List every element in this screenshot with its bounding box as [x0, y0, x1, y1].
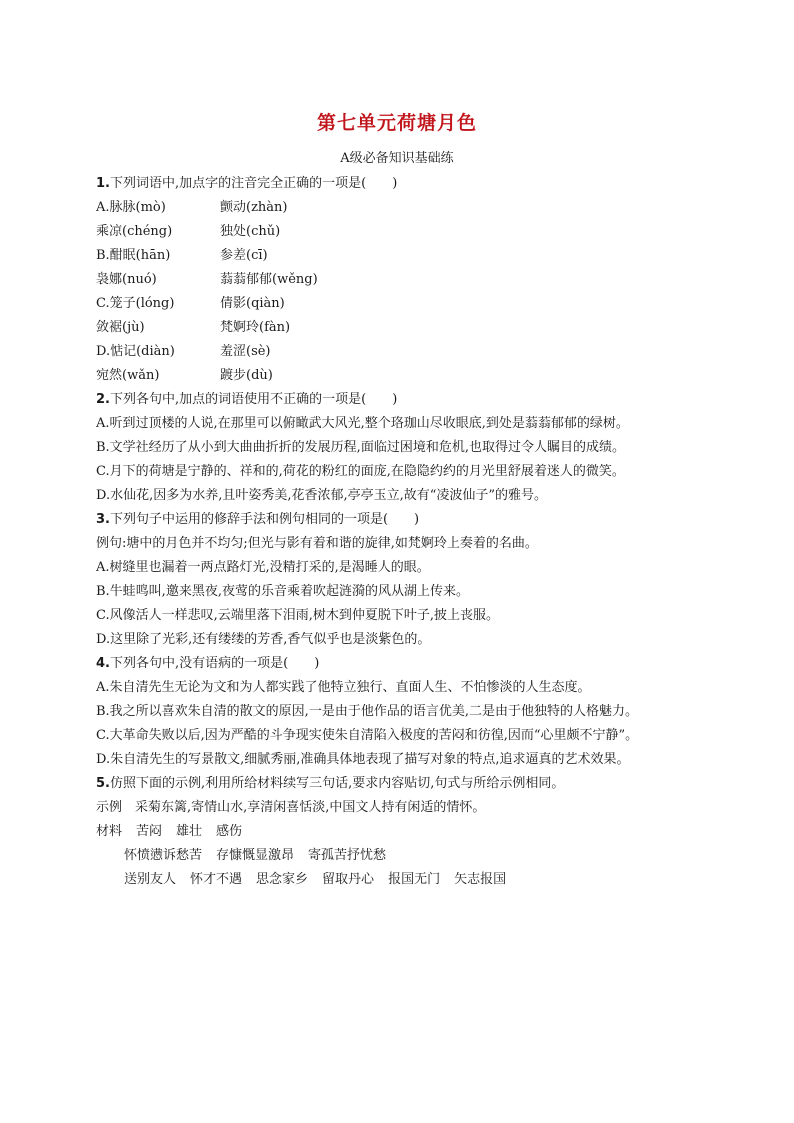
- q1-pair: D.惦记(diàn) 羞涩(sè): [96, 344, 271, 359]
- question-5-stem: 5.仿照下面的示例,利用所给材料续写三句话,要求内容贴切,句式与所给示例相同。: [96, 776, 565, 791]
- q3-option-a: A.树缝里也漏着一两点路灯光,没精打采的,是渴睡人的眼。: [96, 560, 430, 575]
- q4-option-b: B.我之所以喜欢朱自清的散文的原因,一是由于他作品的语言优美,二是由于他独特的人格魅力。: [96, 704, 638, 719]
- q1-pair: A.脉脉(mò) 颤动(zhàn): [96, 200, 288, 215]
- q3-option-b: B.牛蛙鸣叫,邀来黑夜,夜莺的乐音乘着吹起涟漪的风从湖上传来。: [96, 584, 469, 599]
- material-phrase: 送别友人: [124, 872, 177, 887]
- question-content: [96, 172, 736, 892]
- q5-material-row-1: [96, 844, 736, 868]
- q1-pair: C.笼子(lóng) 倩影(qiàn): [96, 296, 285, 311]
- material-phrase: 寄孤苦抒忧愁: [308, 848, 387, 863]
- question-3-stem: 3.下列句子中运用的修辞手法和例句相同的一项是( ): [96, 512, 420, 527]
- q1-pair: 敛裾(jù) 梵婀玲(fàn): [96, 320, 291, 335]
- section-subtitle: A级必备知识基础练: [340, 151, 454, 166]
- material-phrase: 思念家乡: [256, 872, 309, 887]
- material-phrase: 怀愤懑诉愁苦: [124, 848, 203, 863]
- material-label: 材料: [96, 824, 123, 839]
- q2-option-b: B.文学社经历了从小到大曲曲折折的发展历程,面临过困境和危机,也取得过令人瞩目的成绩。: [96, 440, 625, 455]
- q1-pair: 乘凉(chéng) 独处(chǔ): [96, 224, 281, 239]
- q3-option-c: C.风像活人一样悲叹,云端里落下泪雨,树木到仲夏脱下叶子,披上丧服。: [96, 608, 500, 623]
- question-2-stem: 2.下列各句中,加点的词语使用不正确的一项是( ): [96, 392, 398, 407]
- q4-option-d: D.朱自清先生的写景散文,细腻秀丽,准确具体地表现了描写对象的特点,追求逼真的艺术效果。: [96, 752, 630, 767]
- q4-option-a: A.朱自清先生无论为文和为人都实践了他特立独行、直面人生、不怕惨淡的人生态度。: [96, 680, 591, 695]
- q5-material: [96, 820, 736, 844]
- q1-pair: B.酣眠(hān) 参差(cī): [96, 248, 268, 263]
- material-phrase: 怀才不遇: [190, 872, 243, 887]
- material-word: 苦闷: [136, 824, 163, 839]
- q2-option-c: C.月下的荷塘是宁静的、祥和的,荷花的粉红的面庞,在隐隐约约的月光里舒展着迷人的微笑。: [96, 464, 625, 479]
- question-1-stem: 1.下列词语中,加点字的注音完全正确的一项是( ): [96, 176, 398, 191]
- q2-option-d: D.水仙花,因多为水养,且叶姿秀美,花香浓郁,亭亭玉立,故有“凌波仙子”的雅号。: [96, 488, 548, 503]
- material-word: 雄壮: [176, 824, 203, 839]
- material-phrase: 留取丹心: [322, 872, 375, 887]
- material-phrase: 存慷慨显激昂: [216, 848, 295, 863]
- q3-option-d: D.这里除了光彩,还有缕缕的芳香,香气似乎也是淡紫色的。: [96, 632, 431, 647]
- q5-material-row-2: [96, 868, 736, 892]
- material-word: 感伤: [216, 824, 243, 839]
- q4-option-c: C.大革命失败以后,因为严酷的斗争现实使朱自清陷入极度的苦闷和彷徨,因而“心里颇不宁静”。: [96, 728, 639, 743]
- q2-option-a: A.听到过顶楼的人说,在那里可以俯瞰武大风光,整个珞珈山尽收眼底,到处是蓊蓊郁郁的绿树。: [96, 416, 629, 431]
- q5-example: 示例 采菊东篱,寄情山水,享清闲喜恬淡,中国文人持有闲适的情怀。: [96, 800, 486, 815]
- q1-pair: 袅娜(nuó) 蓊蓊郁郁(wěng): [96, 272, 318, 287]
- q3-example: 例句:塘中的月色并不均匀;但光与影有着和谐的旋律,如梵婀玲上奏着的名曲。: [96, 536, 538, 551]
- question-4-stem: 4.下列各句中,没有语病的一项是( ): [96, 656, 320, 671]
- material-phrase: 报国无门: [388, 872, 441, 887]
- q1-pair: 宛然(wǎn) 踱步(dù): [96, 368, 273, 383]
- page-title: 第七单元荷塘月色: [316, 112, 477, 134]
- material-phrase: 矢志报国: [454, 872, 507, 887]
